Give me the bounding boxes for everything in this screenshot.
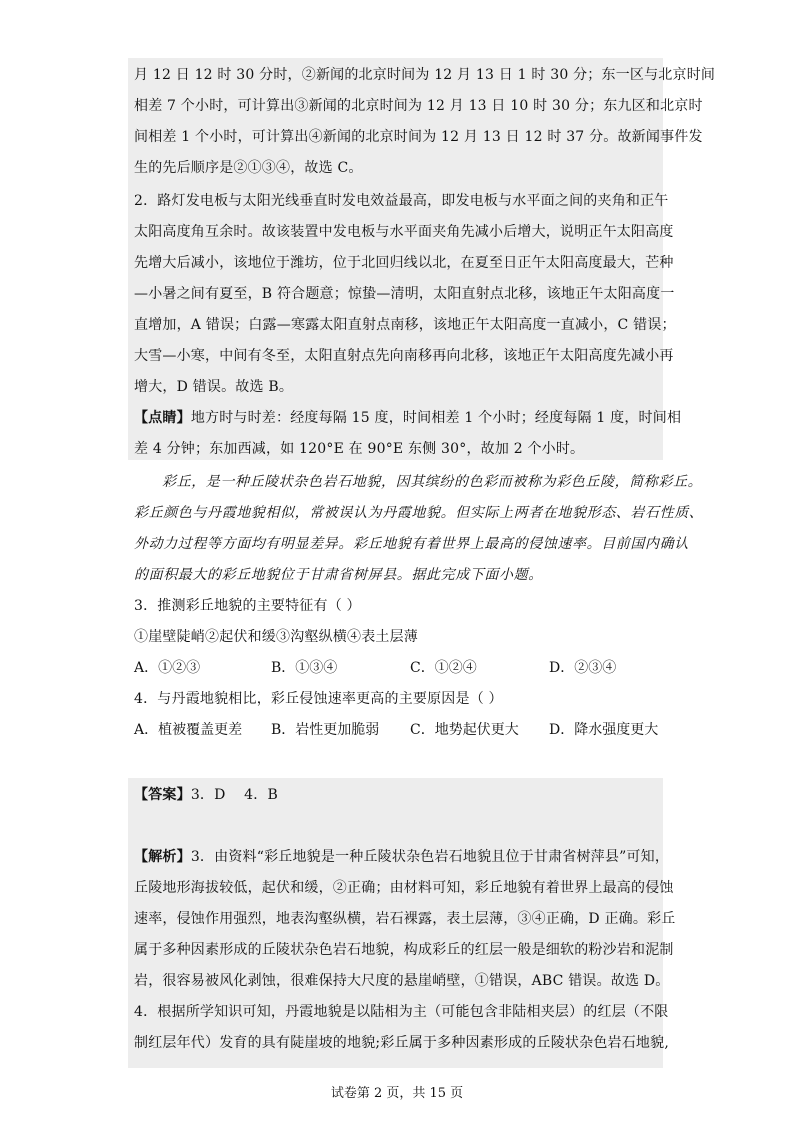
q2-explanation-line: 太阳高度角互余时。故该装置中发电板与水平面夹角先减小后增大，说明正午太阳高度 [134, 224, 674, 240]
tip-line-2: 差 4 分钟；东加西减，如 120°E 在 90°E 东侧 30°，故加 2 个小时。 [134, 441, 585, 457]
q2-explanation-line: 2．路灯发电板与太阳光线垂直时发电效益最高，即发电板与水平面之间的夹角和正午 [134, 193, 669, 209]
tip-line-1 [134, 408, 681, 428]
analysis-label: 【解析】 [134, 849, 191, 865]
q4-option-b: B．岩性更加脆弱 [271, 722, 380, 738]
q4-option-a: A．植被覆盖更差 [134, 722, 243, 738]
explanation-line: 月 12 日 12 时 30 分时，②新闻的北京时间为 12 月 13 日 1 时 30 分；东一区与北京时间 [134, 67, 716, 83]
passage-line: 彩丘，是一种丘陵状杂色岩石地貌，因其缤纷的色彩而被称为彩色丘陵，简称彩丘。 [162, 474, 703, 490]
explanation-line: 相差 7 个小时，可计算出③新闻的北京时间为 12 月 13 日 10 时 30 分；东九区和北京时 [134, 98, 703, 114]
explanation-line: 生的先后顺序是②①③④，故选 C。 [134, 160, 363, 176]
passage-line: 的面积最大的彩丘地貌位于甘肃省树屏县。据此完成下面小题。 [134, 567, 543, 583]
analysis-line-1 [134, 847, 669, 867]
q2-explanation-line: 先增大后减小，该地位于潍坊，位于北回归线以北，在夏至日正午太阳高度最大，芒种 [134, 255, 674, 271]
q4-option-c: C．地势起伏更大 [410, 722, 519, 738]
q4-option-d: D．降水强度更大 [549, 722, 659, 738]
answer-text: 3．D 4．B [190, 787, 278, 803]
analysis-line: 丘陵地形海拔较低，起伏和缓，②正确；由材料可知，彩丘地貌有着世界上最高的侵蚀 [134, 880, 674, 896]
answer-line [134, 785, 278, 805]
answer-label: 【答案】 [134, 787, 191, 803]
passage-line: 外动力过程等方面均有明显差异。彩丘地貌有着世界上最高的侵蚀速率。目前国内确认 [134, 536, 689, 552]
analysis-line: 4．根据所学知识可知，丹霞地貌是以陆相为主（可能包含非陆相夹层）的红层（不限 [134, 1004, 669, 1020]
analysis-line: 属于多种因素形成的丘陵状杂色岩石地貌，构成彩丘的红层一般是细软的粉沙岩和泥制 [134, 942, 674, 958]
analysis-line: 岩，很容易被风化剥蚀，很难保持大尺度的悬崖峭壁，①错误，ABC 错误。故选 D。 [134, 973, 670, 989]
analysis-text: 3．由资料“彩丘地貌是一种丘陵状杂色岩石地貌且位于甘肃省树萍县”可知， [190, 849, 670, 865]
analysis-line: 速率，侵蚀作用强烈，地表沟壑纵横，岩石裸露，表土层薄，③④正确，D 正确。彩丘 [134, 911, 676, 927]
passage-line: 彩丘颜色与丹霞地貌相似，常被误认为丹霞地貌。但实际上两者在地貌形态、岩石性质、 [134, 505, 704, 521]
q4-stem: 4．与丹霞地貌相比，彩丘侵蚀速率更高的主要原因是（ ） [134, 691, 503, 707]
q3-stem: 3．推测彩丘地貌的主要特征有（ ） [134, 598, 361, 614]
q3-option-a: A．①②③ [134, 660, 201, 676]
q3-statements: ①崖壁陡峭②起伏和缓③沟壑纵横④表土层薄 [134, 629, 418, 645]
q2-explanation-line: —小暑之间有夏至，B 符合题意；惊蛰—清明，太阳直射点北移，该地正午太阳高度一 [134, 286, 675, 302]
q3-option-c: C．①②④ [410, 660, 477, 676]
q2-explanation-line: 增大，D 错误。故选 B。 [134, 379, 294, 395]
q3-option-d: D．②③④ [549, 660, 617, 676]
page-footer: 试卷第 2 页，共 15 页 [330, 1086, 464, 1101]
q2-explanation-line: 大雪—小寒，中间有冬至，太阳直射点先向南移再向北移，该地正午太阳高度先减小再 [134, 348, 674, 364]
tip-label: 【点睛】 [134, 410, 191, 426]
q2-explanation-line: 直增加，A 错误；白露—寒露太阳直射点南移，该地正午太阳高度一直减小，C 错误； [134, 317, 676, 333]
analysis-line: 制红层年代）发育的具有陡崖坡的地貌;彩丘属于多种因素形成的丘陵状杂色岩石地貌, [134, 1035, 669, 1051]
tip-text: 地方时与时差：经度每隔 15 度，时间相差 1 个小时；经度每隔 1 度，时间相 [190, 410, 682, 426]
explanation-line: 间相差 1 个小时，可计算出④新闻的北京时间为 12 月 13 日 12 时 37 分。故新闻事件发 [134, 129, 703, 145]
q3-option-b: B．①③④ [271, 660, 338, 676]
